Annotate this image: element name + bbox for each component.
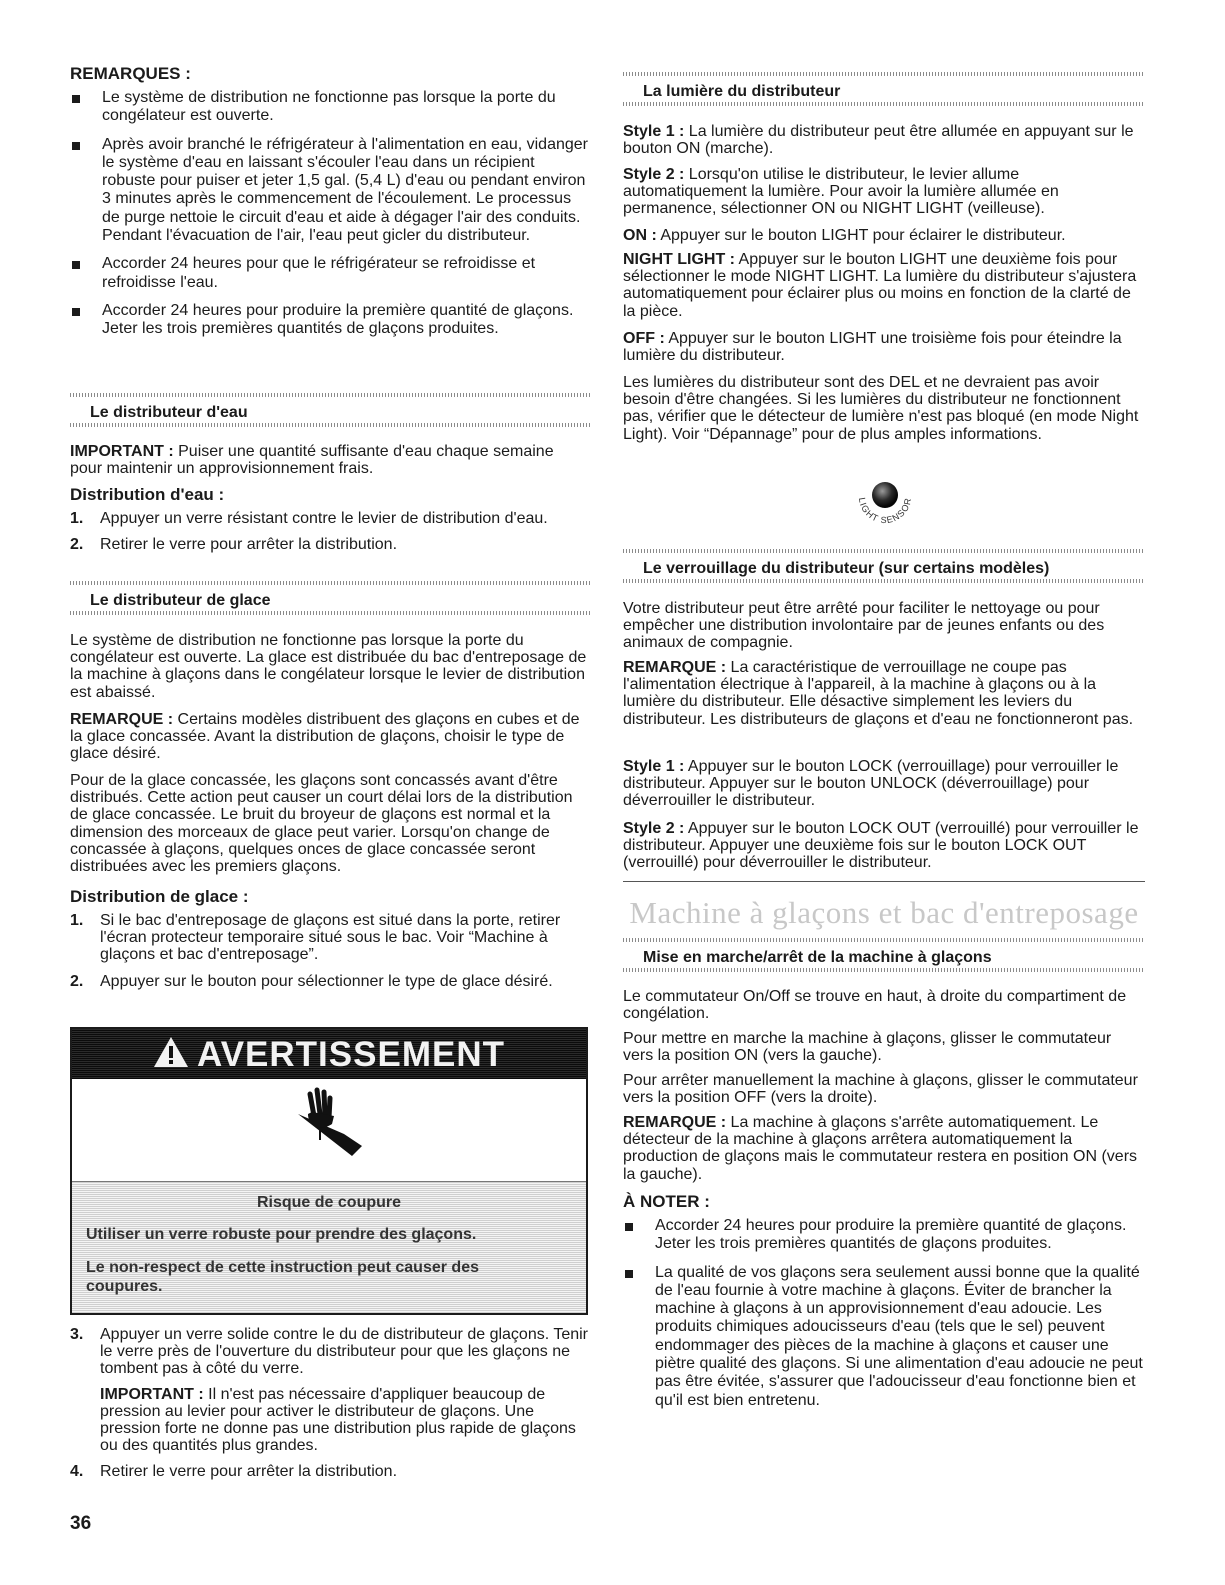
paragraph — [623, 251, 1145, 320]
notes-list — [70, 89, 590, 349]
para-text: La machine à glaçons s'arrête automatiquement. Le détecteur de la machine à glaçons arrêtera automatiquement la production de glaçons mais le commutateur restera en position ON (vers la gauche). — [623, 1114, 1138, 1183]
step-number: 1. — [70, 912, 84, 929]
paragraph — [623, 659, 1145, 728]
list-item — [70, 1463, 590, 1480]
para-text: La caractéristique de verrouillage ne coupe pas l'alimentation électrique à l'appareil, à la machine à glaçons ou à la lumière du distributeur. Elle désactive simplement les leviers du distributeur. Les distributeurs de glaçons et d'eau ne fonctionneront pas. — [623, 659, 1134, 728]
section-band — [70, 393, 590, 397]
para-label: OFF : — [623, 330, 665, 347]
section-band — [70, 611, 590, 615]
step-number: 3. — [70, 1326, 84, 1343]
section-title: Mise en marche/arrêt de la machine à glaçons — [643, 949, 992, 966]
water-steps — [70, 510, 590, 562]
notes-heading: REMARQUES : — [70, 64, 191, 83]
list-item: Accorder 24 heures pour produire la première quantité de glaçons. Jeter les trois premières quantités de glaçons produites. — [70, 302, 590, 339]
section-band — [623, 579, 1145, 583]
para-text: Les lumières du distributeur sont des DEL et ne devraient pas avoir besoin d'être changées. Si les lumières du distributeur ne fonctionnent pas, vérifier que le détecteur de lumière n'est pas bloqué (en mode Night Light). Voir “Dépannage” pour de plus amples informations. — [623, 374, 1139, 443]
warning-title-text: AVERTISSEMENT — [197, 1035, 505, 1074]
ice-paragraph: Pour de la glace concassée, les glaçons sont concassés avant d'être distribués. Cette action peut causer un court délai lors de la distribution de glace concassée. Le bruit du broyeur de glaçons est normal et la dimension des morceaux de glace peut varier. Lorsqu'on change de concassée à glaçons, quelques onces de glace concassée seront distribuées avec les premiers glaçons. — [70, 772, 573, 876]
section-band — [623, 938, 1145, 942]
step-text: Appuyer un verre solide contre le du de distributeur de glaçons. Tenir le verre près de l'ouverture du distributeur pour que les glaçons ne tombent pas à côté du verre. — [100, 1326, 588, 1378]
list-item: Le système de distribution ne fonctionne pas lorsque la porte du congélateur est ouverte. — [70, 89, 590, 126]
para-label: NIGHT LIGHT : — [623, 251, 735, 268]
para-text: Appuyer sur le bouton LIGHT pour éclairer le distributeur. — [656, 227, 1066, 244]
section-band — [623, 72, 1145, 76]
para-text: Votre distributeur peut être arrêté pour faciliter le nettoyage ou pour empêcher une distribution involontaire par de jeunes enfants ou des animaux de compagnie. — [623, 600, 1105, 652]
list-item: La qualité de vos glaçons sera seulement aussi bonne que la qualité de l'eau fournie à votre machine à glaçons. Éviter de brancher la machine à glaçons à un approvisionnement d'eau adoucie. Les produits chimiques adoucisseurs d'eau (tels que le sel) peuvent endommager des pièces de la machine à glaçons et causer une piètre qualité des glaçons. Si une alimentation d'eau adoucie ne peut pas être évitée, s'assurer que l'adoucisseur d'eau fonctionne bien et qu'il est bien entretenu. — [623, 1264, 1145, 1410]
section-band — [623, 102, 1145, 106]
sensor-label: LIGHT SENSOR — [856, 496, 914, 526]
ice-remark — [70, 711, 590, 763]
important-label: IMPORTANT : — [100, 1385, 204, 1403]
ice-sub-heading: Distribution de glace : — [70, 887, 249, 906]
section-title: Le distributeur de glace — [90, 592, 271, 609]
page-number: 36 — [70, 1513, 92, 1534]
para-text: Appuyer sur le bouton LIGHT une deuxième fois pour sélectionner le mode NIGHT LIGHT. La lumière du distributeur s'ajustera automatiquement pour éclairer plus ou moins en fonction de la clarté de la pièce. — [623, 251, 1137, 320]
list-item — [70, 912, 590, 964]
note-heading: À NOTER : — [623, 1192, 710, 1211]
section-header-machine — [623, 938, 1145, 972]
chapter-heading: Machine à glaçons et bac d'entreposage — [629, 895, 1139, 930]
paragraph — [623, 1072, 1145, 1106]
paragraph — [623, 1114, 1145, 1183]
ice-steps — [70, 912, 590, 999]
para-label: REMARQUE : — [623, 1114, 727, 1131]
section-header-lock — [623, 549, 1145, 583]
list-item — [70, 973, 590, 990]
important-text: Il n'est pas nécessaire d'appliquer beaucoup de pression au levier pour activer le distributeur de glaçons. Une pression forte ne donne pas une distribution plus rapide de glaçons ou des quantités plus grandes. — [100, 1385, 576, 1455]
step-text: Retirer le verre pour arrêter la distribution. — [100, 1463, 398, 1481]
ice-steps-continued — [70, 1326, 590, 1490]
section-band — [70, 581, 590, 585]
paragraph — [623, 227, 1145, 244]
para-text: Pour mettre en marche la machine à glaçons, glisser le commutateur vers la position ON (vers la gauche). — [623, 1030, 1112, 1065]
list-item — [70, 536, 590, 553]
remark-label: REMARQUE : — [70, 711, 174, 728]
para-text: Appuyer sur le bouton LIGHT une troisième fois pour éteindre la lumière du distributeur. — [623, 330, 1122, 365]
warning-title — [72, 1035, 586, 1077]
important-text: Puiser une quantité suffisante d'eau chaque semaine pour maintenir un approvisionnement frais. — [70, 443, 554, 478]
list-item: Accorder 24 heures pour que le réfrigérateur se refroidisse et refroidisse l'eau. — [70, 255, 590, 292]
paragraph — [623, 123, 1145, 157]
warning-footer — [72, 1181, 586, 1313]
paragraph — [623, 374, 1145, 443]
ice-paragraph: Le système de distribution ne fonctionne pas lorsque la porte du congélateur est ouverte. La glace est distribuée du bac d'entreposage de la machine à glaçons dans le congélateur lorsque le levier de distribution est abaissé. — [70, 632, 587, 701]
para-label: Style 2 : — [623, 820, 685, 837]
section-header-ice — [70, 581, 590, 615]
warning-line: Le non-respect de cette instruction peut causer des coupures. — [86, 1259, 479, 1295]
warning-subtitle: Risque de coupure — [256, 1194, 402, 1211]
list-item — [70, 1326, 590, 1454]
list-item: Après avoir branché le réfrigérateur à l'alimentation en eau, vidanger le système d'eau en laissant s'écouler l'eau dans un récipient robuste pour puiser et jeter 1,5 gal. (5,4 L) d'eau ou pendant environ 3 minutes après le commencement de l'écoulement. Le processus de purge nettoie le circuit d'eau et aide à dégager l'air des conduits. Pendant l'évacuation de l'air, l'eau peut gicler du distributeur. — [70, 136, 590, 246]
paragraph — [623, 330, 1145, 364]
divider — [623, 881, 1145, 882]
step-text: Retirer le verre pour arrêter la distribution. — [100, 536, 398, 554]
paragraph — [623, 988, 1145, 1022]
warning-box — [70, 1027, 588, 1315]
para-text: La lumière du distributeur peut être allumée en appuyant sur le bouton ON (marche). — [623, 123, 1134, 158]
water-important — [70, 443, 590, 477]
section-title: La lumière du distributeur — [643, 83, 841, 100]
step-number: 4. — [70, 1463, 84, 1481]
water-sub-heading: Distribution d'eau : — [70, 485, 225, 504]
remark-text: Certains modèles distribuent des glaçons en cubes et de la glace concassée. Avant la distribution de glaçons, choisir le type de glace désiré. — [70, 711, 580, 763]
para-label: Style 1 : — [623, 758, 685, 775]
step-important — [100, 1386, 590, 1455]
step-text: Si le bac d'entreposage de glaçons est situé dans la porte, retirer l'écran protecteur temporaire situé sous le bac. Voir “Machine à glaçons et bac d'entreposage”. — [100, 912, 561, 964]
section-header-light — [623, 72, 1145, 106]
section-header-water — [70, 393, 590, 427]
step-text: Appuyer un verre résistant contre le levier de distribution d'eau. — [100, 510, 548, 527]
important-label: IMPORTANT : — [70, 443, 174, 460]
para-label: Style 1 : — [623, 123, 685, 140]
section-title: Le distributeur d'eau — [90, 404, 248, 421]
step-number: 2. — [70, 972, 84, 990]
paragraph — [623, 758, 1145, 810]
paragraph — [623, 820, 1145, 872]
warning-triangle-icon — [153, 1036, 189, 1077]
warning-header — [72, 1029, 586, 1079]
list-item — [70, 510, 590, 527]
section-band — [623, 549, 1145, 553]
step-number: 2. — [70, 536, 84, 554]
paragraph — [623, 166, 1145, 218]
para-label: Style 2 : — [623, 166, 685, 183]
para-text: Lorsqu'on utilise le distributeur, le levier allume automatiquement la lumière. Pour avoir la lumière allumée en permanence, sélectionner ON ou NIGHT LIGHT (veilleuse). — [623, 166, 1059, 218]
section-band — [623, 968, 1145, 972]
machine-notes-list — [623, 1217, 1145, 1420]
warning-line: Utiliser un verre robuste pour prendre des glaçons. — [86, 1226, 477, 1243]
para-label: ON : — [623, 227, 657, 244]
para-text: Appuyer sur le bouton LOCK OUT (verrouillé) pour verrouiller le distributeur. Appuyer une deuxième fois sur le bouton LOCK OUT (verrouillé) pour déverrouiller le distributeur. — [623, 820, 1139, 872]
list-item: Accorder 24 heures pour produire la première quantité de glaçons. Jeter les trois premières quantités de glaçons produites. — [623, 1217, 1145, 1254]
para-text: Pour arrêter manuellement la machine à glaçons, glisser le commutateur vers la position OFF (vers la droite). — [623, 1072, 1138, 1107]
paragraph — [623, 1030, 1145, 1064]
paragraph — [623, 600, 1145, 652]
cut-hazard-icon — [290, 1086, 370, 1171]
para-text: Appuyer sur le bouton LOCK (verrouillage) pour verrouiller le distributeur. Appuyer sur le bouton UNLOCK (déverrouillage) pour déverrouiller le distributeur. — [623, 758, 1119, 810]
section-band — [70, 423, 590, 427]
step-number: 1. — [70, 510, 84, 527]
para-label: REMARQUE : — [623, 659, 727, 676]
section-title: Le verrouillage du distributeur (sur certains modèles) — [643, 560, 1050, 577]
light-sensor-icon — [849, 479, 921, 534]
step-text: Appuyer sur le bouton pour sélectionner le type de glace désiré. — [100, 972, 553, 990]
para-text: Le commutateur On/Off se trouve en haut, à droite du compartiment de congélation. — [623, 988, 1127, 1023]
